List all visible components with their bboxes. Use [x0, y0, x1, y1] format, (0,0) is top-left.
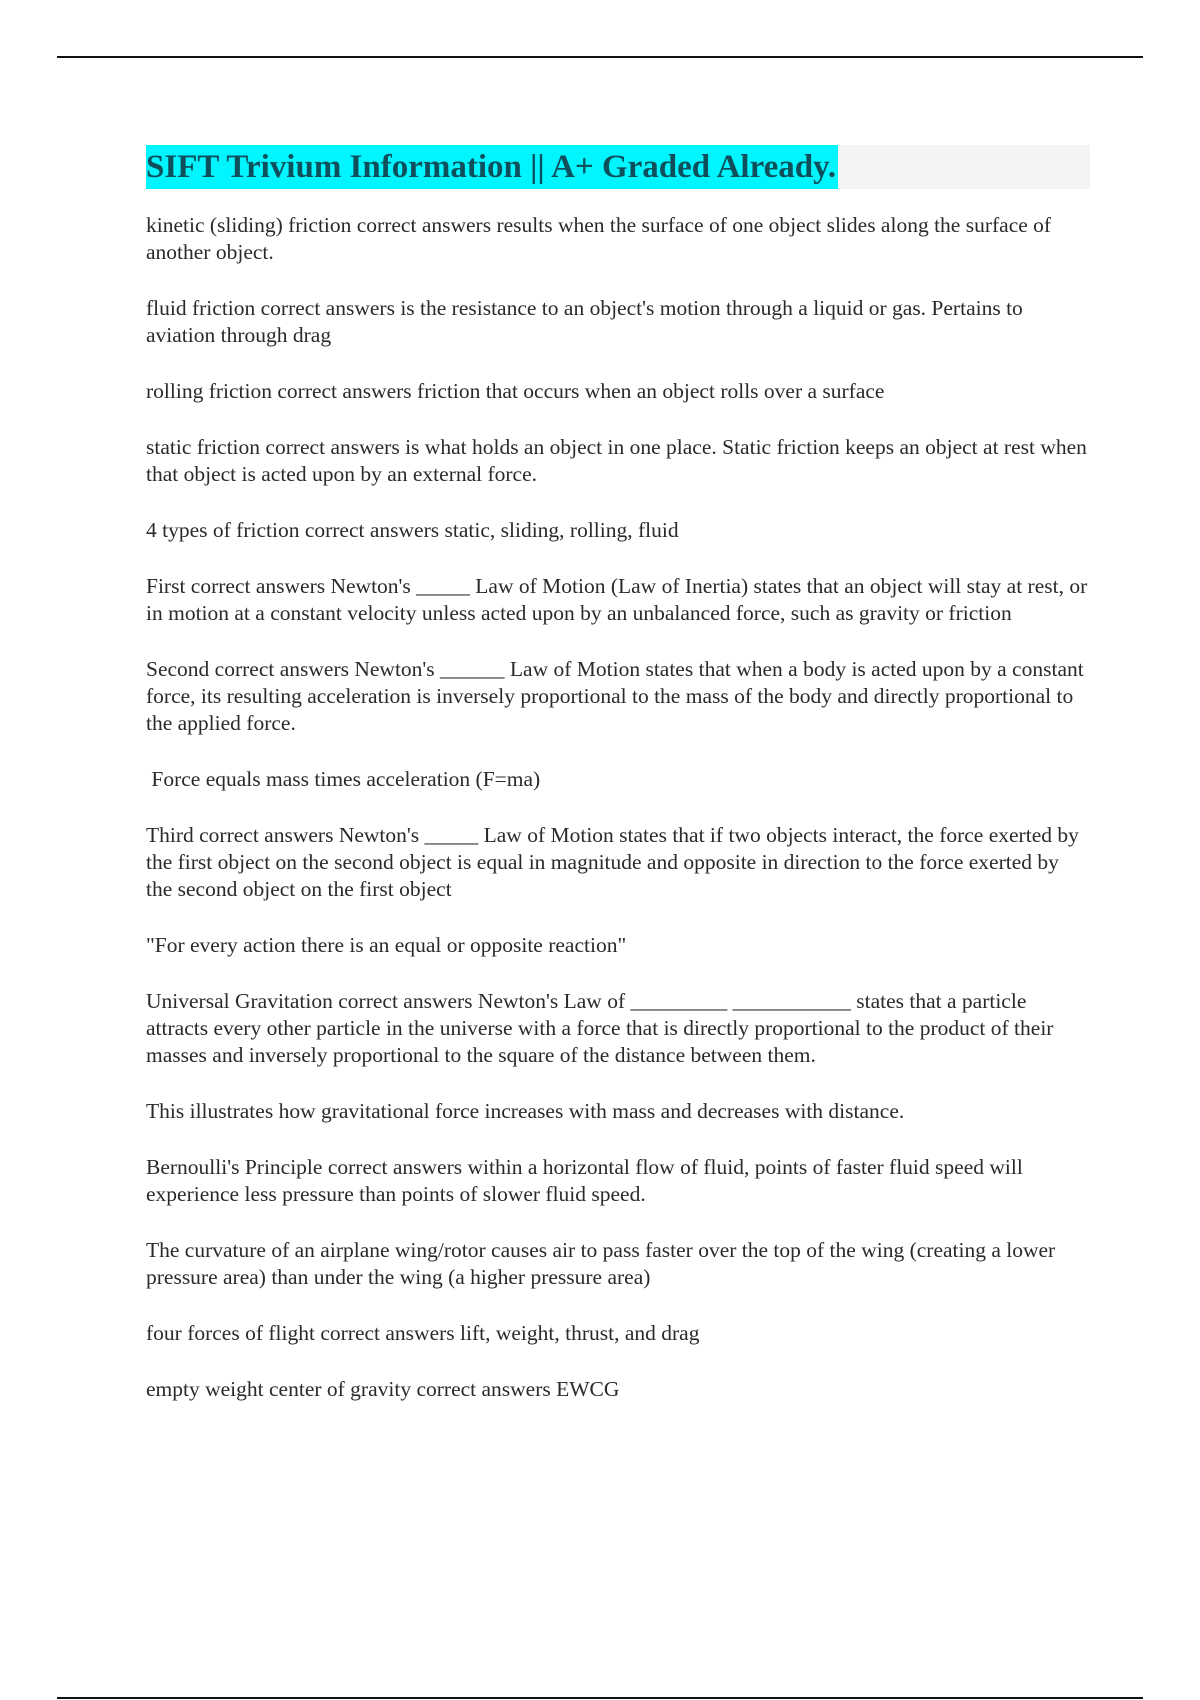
entry-types-of-friction: 4 types of friction correct answers static, sliding, rolling, fluid	[146, 518, 679, 542]
entry-fluid-friction: fluid friction correct answers is the resistance to an object's motion through a liquid or gas. Pertains to aviation through drag	[146, 296, 1023, 347]
entry-universal-gravitation: Universal Gravitation correct answers Newton's Law of _________ ___________ states that a particle attracts every other particle in the universe with a force that is directly proportional to the product of their masses and inversely proportional to the square of the distance between them.	[146, 989, 1054, 1067]
entry-bernoulli-principle: Bernoulli's Principle correct answers within a horizontal flow of fluid, points of faster fluid speed will experience less pressure than points of slower fluid speed.	[146, 1155, 1023, 1206]
entry-rolling-friction: rolling friction correct answers friction that occurs when an object rolls over a surface	[146, 379, 885, 403]
document-body	[146, 145, 1090, 1432]
entry-static-friction: static friction correct answers is what holds an object in one place. Static friction keeps an object at rest when that object is acted upon by an external force.	[146, 435, 1087, 486]
entry-first-law: First correct answers Newton's _____ Law of Motion (Law of Inertia) states that an object will stay at rest, or in motion at a constant velocity unless acted upon by an unbalanced force, such as gravity or friction	[146, 574, 1088, 625]
entry-four-forces-of-flight: four forces of flight correct answers lift, weight, thrust, and drag	[146, 1321, 700, 1345]
entry-f-equals-ma: Force equals mass times acceleration (F=ma)	[146, 767, 541, 791]
title-band	[146, 145, 1090, 189]
entry-third-law: Third correct answers Newton's _____ Law of Motion states that if two objects interact, the force exerted by the first object on the second object is equal in magnitude and opposite in direction to the force exerted by the second object on the first object	[146, 823, 1079, 901]
document-title: SIFT Trivium Information || A+ Graded Already.	[146, 145, 838, 189]
entry-action-reaction-quote: "For every action there is an equal or opposite reaction"	[146, 933, 627, 957]
entry-ewcg: empty weight center of gravity correct answers EWCG	[146, 1377, 620, 1401]
top-rule	[57, 56, 1143, 58]
entry-gravitation-illustration: This illustrates how gravitational force increases with mass and decreases with distance.	[146, 1099, 905, 1123]
bottom-rule	[57, 1697, 1143, 1699]
entry-kinetic-friction: kinetic (sliding) friction correct answers results when the surface of one object slides along the surface of another object.	[146, 213, 1052, 264]
entry-wing-curvature: The curvature of an airplane wing/rotor causes air to pass faster over the top of the wing (creating a lower pressure area) than under the wing (a higher pressure area)	[146, 1238, 1056, 1289]
entry-second-law: Second correct answers Newton's ______ Law of Motion states that when a body is acted upon by a constant force, its resulting acceleration is inversely proportional to the mass of the body and directly proportional to the applied force.	[146, 657, 1084, 735]
